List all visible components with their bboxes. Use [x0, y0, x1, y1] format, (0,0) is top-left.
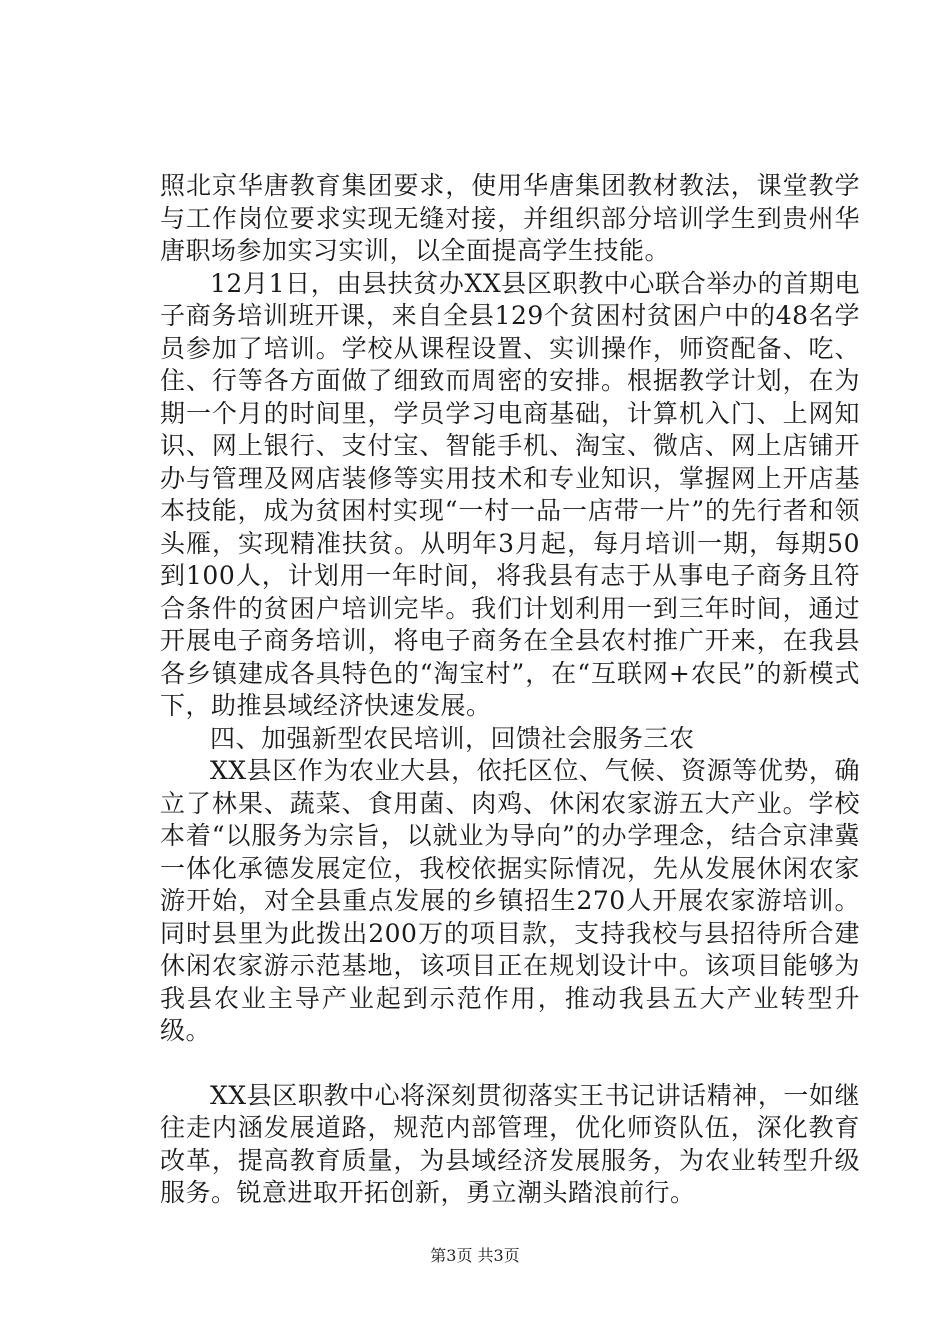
paragraph-5: XX县区职教中心将深刻贯彻落实王书记讲话精神，一如继往走内涵发展道路，规范内部管理，优化师资队伍，深化教育改革，提高教育质量，为县域经济发展服务，为农业转型升级服务。锐意进取开拓创新，勇立潮头踏浪前行。 [160, 1080, 860, 1207]
document-body [160, 170, 860, 1210]
paragraph-1: 照北京华唐教育集团要求，使用华唐集团教材教法，课堂教学与工作岗位要求实现无缝对接，并组织部分培训学生到贵州华唐职场参加实习实训，以全面提高学生技能。 [160, 171, 860, 265]
paragraph-4: XX县区作为农业大县，依托区位、气候、资源等优势，确立了林果、蔬菜、食用菌、肉鸡、休闲农家游五大产业。学校本着“以服务为宗旨，以就业为导向”的办学理念，结合京津冀一体化承德发展定位，我校依据实际情况，先从发展休闲农家游开始，对全县重点发展的乡镇招生270人开展农家游培训。同时县里为此拨出200万的项目款，支持我校与县招待所合建休闲农家游示范基地，该项目正在规划设计中。该项目能够为我县农业主导产业起到示范作用，推动我县五大产业转型升级。 [160, 756, 860, 1045]
paragraph-2: 12月1日，由县扶贫办XX县区职教中心联合举办的首期电子商务培训班开课，来自全县129个贫困村贫困户中的48名学员参加了培训。学校从课程设置、实训操作，师资配备、吃、住、行等各方面做了细致而周密的安排。根据教学计划，在为期一个月的时间里，学员学习电商基础，计算机入门、上网知识、网上银行、支付宝、智能手机、淘宝、微店、网上店铺开办与管理及网店装修等实用技术和专业知识，掌握网上开店基本技能，成为贫困村实现“一村一品一店带一片”的先行者和领头雁，实现精准扶贫。从明年3月起，每月培训一期，每期50到100人，计划用一年时间，将我县有志于从事电子商务且符合条件的贫困户培训完毕。我们计划利用一到三年时间，通过开展电子商务培训，将电子商务在全县农村推广开来，在我县各乡镇建成各具特色的“淘宝村”，在“互联网+农民”的新模式下，助推县域经济快速发展。 [160, 268, 860, 720]
page-footer: 第3页 共3页 [430, 1246, 520, 1265]
section-heading: 四、加强新型农民培训，回馈社会服务三农 [210, 723, 695, 753]
